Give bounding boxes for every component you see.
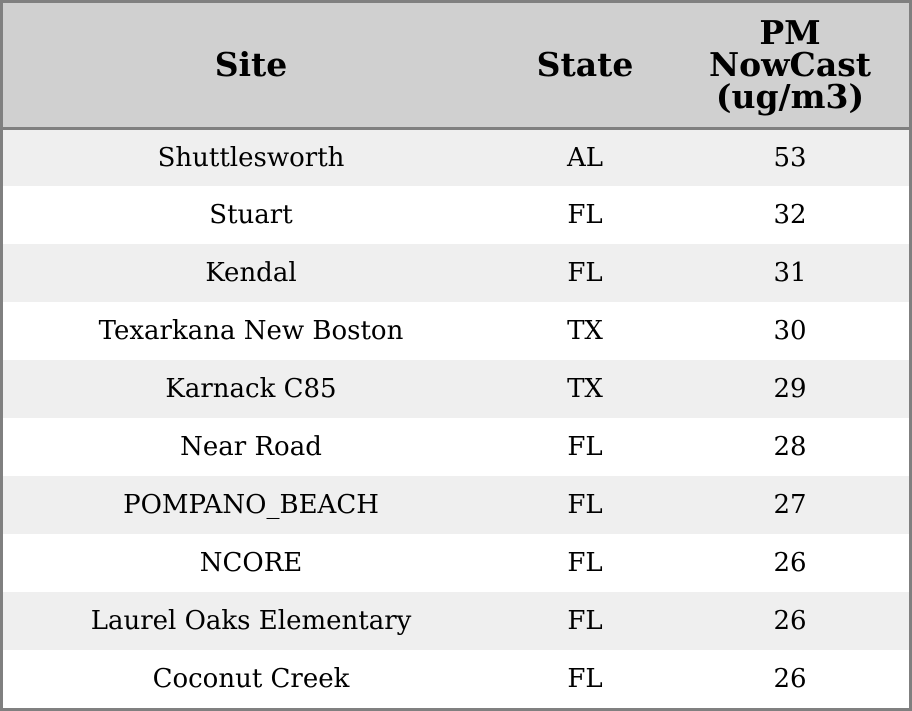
cell-state: FL: [567, 548, 603, 578]
table-row: [3, 128, 909, 186]
cell-site: Coconut Creek: [152, 664, 350, 694]
table-row: [3, 302, 909, 360]
table-header: [3, 3, 909, 128]
cell-site: Shuttlesworth: [157, 142, 345, 173]
cell-site: Karnack C85: [165, 374, 337, 404]
header-site: Site: [3, 3, 499, 128]
cell-state: FL: [567, 606, 603, 636]
cell-site: Texarkana New Boston: [98, 316, 404, 346]
table-row: [3, 186, 909, 244]
cell-site: Laurel Oaks Elementary: [90, 606, 412, 636]
cell-state: FL: [567, 664, 603, 694]
cell-site: Stuart: [209, 200, 293, 230]
cell-state: FL: [567, 432, 603, 462]
cell-state: TX: [567, 374, 603, 404]
cell-site: Near Road: [180, 432, 322, 462]
header-pm-line-2: NowCast: [708, 44, 872, 84]
header-pm-nowcast: [671, 3, 909, 128]
cell-state: FL: [567, 258, 603, 288]
table-row: [3, 418, 909, 476]
cell-site: Kendal: [205, 258, 297, 288]
cell-pm-nowcast: 26: [773, 606, 807, 636]
cell-pm-nowcast: 53: [773, 142, 807, 173]
cell-pm-nowcast: 26: [773, 548, 807, 578]
table-row: [3, 592, 909, 650]
cell-state: AL: [566, 142, 604, 173]
cell-pm-nowcast: 32: [773, 200, 807, 230]
cell-pm-nowcast: 30: [773, 316, 807, 346]
table-row: [3, 534, 909, 592]
header-state: State: [499, 3, 671, 128]
cell-state: FL: [567, 490, 603, 520]
header-pm-line-1: PM: [759, 12, 821, 52]
pm-nowcast-table: [3, 3, 909, 708]
header-row: [3, 3, 909, 128]
cell-site: POMPANO_BEACH: [123, 490, 379, 520]
table-row: [3, 650, 909, 708]
cell-pm-nowcast: 31: [773, 258, 807, 288]
cell-state: FL: [567, 200, 603, 230]
header-pm-line-3: (ug/m3): [715, 76, 865, 116]
table-body: [3, 128, 909, 708]
table-row: [3, 360, 909, 418]
cell-pm-nowcast: 26: [773, 664, 807, 694]
cell-pm-nowcast: 27: [773, 490, 807, 520]
cell-site: NCORE: [199, 548, 303, 578]
cell-state: TX: [567, 316, 603, 346]
cell-pm-nowcast: 28: [773, 432, 807, 462]
table-row: [3, 476, 909, 534]
cell-pm-nowcast: 29: [773, 374, 807, 404]
table-row: [3, 244, 909, 302]
